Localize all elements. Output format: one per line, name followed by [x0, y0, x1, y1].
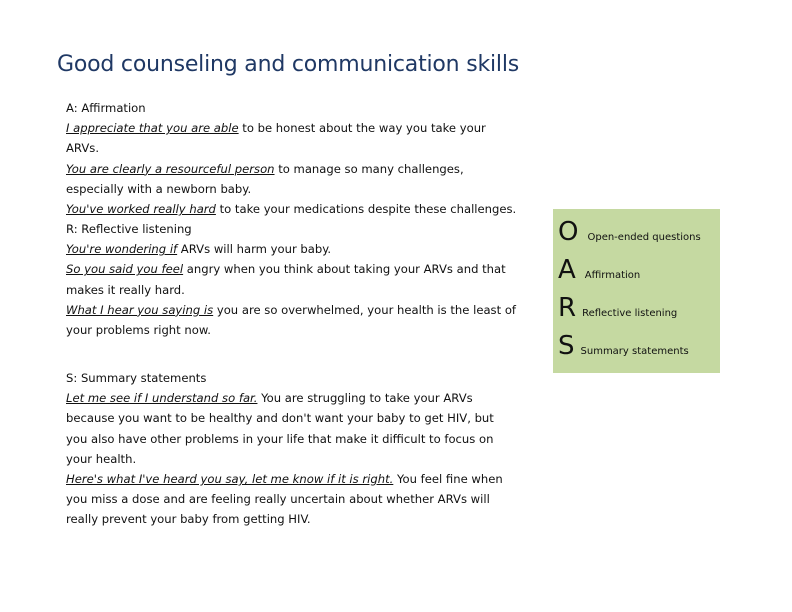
- oars-label: Affirmation: [584, 270, 641, 281]
- summary-section: [66, 368, 518, 530]
- reflective-phrase: So you said you feel: [66, 262, 184, 277]
- summary-text: You are struggling to take your ARVs because you want to be healthy and don't want your baby to get HIV, but you also have other problems in your life that make it difficult to focus on your health.: [66, 391, 494, 466]
- reflective-heading: R: Reflective listening: [66, 222, 192, 236]
- oars-item-s: [558, 333, 689, 359]
- affirmation-section: [66, 98, 518, 219]
- summary-phrase: Here's what I've heard you say, let me know if it is right.: [66, 472, 394, 487]
- reflective-example: [66, 300, 518, 340]
- reflective-text: angry when you think about taking your ARVs and that makes it really hard.: [66, 262, 506, 297]
- oars-box: [553, 209, 720, 373]
- page-title: Good counseling and communication skills: [57, 52, 520, 77]
- reflective-example: [66, 239, 518, 259]
- affirmation-example: [66, 199, 518, 219]
- reflective-text: ARVs will harm your baby.: [177, 242, 332, 257]
- summary-phrase: Let me see if I understand so far.: [66, 391, 258, 406]
- oars-item-r: [558, 295, 677, 321]
- affirmation-text: to be honest about the way you take your ARVs.: [66, 121, 486, 156]
- affirmation-phrase: I appreciate that you are able: [66, 121, 239, 136]
- affirmation-example: [66, 118, 518, 158]
- summary-heading: S: Summary statements: [66, 371, 207, 385]
- oars-label: Reflective listening: [582, 308, 678, 319]
- affirmation-heading: A: Affirmation: [66, 101, 146, 115]
- oars-letter: A: [558, 255, 576, 285]
- reflective-listening-section: [66, 219, 518, 340]
- reflective-phrase: What I hear you saying is: [66, 302, 214, 317]
- summary-text: You feel fine when you miss a dose and are feeling really uncertain about whether ARVs will really prevent your baby from getting HIV.: [66, 472, 503, 527]
- oars-letter: S: [558, 331, 575, 361]
- affirmation-phrase: You've worked really hard: [66, 202, 216, 217]
- reflective-phrase: You're wondering if: [66, 242, 178, 257]
- reflective-text: you are so overwhelmed, your health is the least of your problems right now.: [66, 302, 516, 338]
- summary-example: [66, 388, 518, 469]
- oars-letter: O: [558, 217, 579, 247]
- summary-example: [66, 469, 518, 530]
- oars-label: Open-ended questions: [587, 232, 701, 243]
- reflective-example: [66, 259, 518, 299]
- oars-letter: R: [558, 293, 577, 323]
- affirmation-text: to take your medications despite these challenges.: [215, 202, 517, 217]
- oars-label: Summary statements: [580, 346, 689, 357]
- affirmation-phrase: You are clearly a resourceful person: [66, 161, 275, 176]
- affirmation-example: [66, 159, 518, 199]
- affirmation-text: to manage so many challenges, especially with a newborn baby.: [66, 161, 464, 196]
- oars-item-o: [558, 219, 701, 245]
- oars-item-a: [558, 257, 640, 283]
